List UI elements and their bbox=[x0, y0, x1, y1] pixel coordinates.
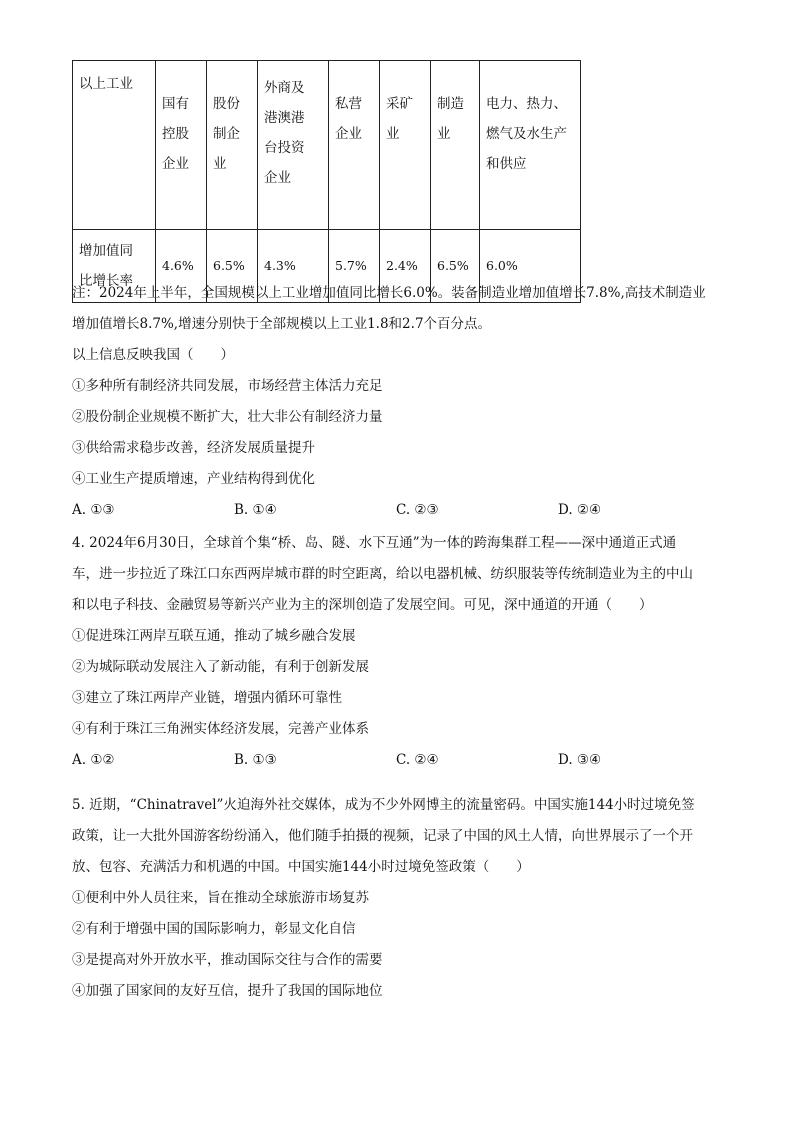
statement: ④有利于珠江三角洲实体经济发展，完善产业体系 bbox=[72, 721, 369, 737]
statement: ③是提高对外开放水平，推动国际交往与合作的需要 bbox=[72, 952, 383, 968]
statement: ②有利于增强中国的国际影响力，彰显文化自信 bbox=[72, 921, 356, 937]
row-label-line: 比增长率 bbox=[79, 273, 133, 289]
note-line: 增加值增长8.7%,增速分别快于全部规模以上工业1.8和2.7个百分点。 bbox=[72, 316, 492, 332]
question-3-options bbox=[72, 502, 732, 522]
table-cell: 5.7% bbox=[329, 230, 380, 303]
question-stem-line: 政策，让一大批外国游客纷纷涌入，他们随手拍摄的视频，记录了中国的风土人情，向世界展示了一个开 bbox=[72, 828, 693, 844]
header-line: 制企 bbox=[213, 126, 240, 142]
table-cell: 6.5% bbox=[431, 230, 480, 303]
option-c[interactable]: C. ②③ bbox=[396, 502, 439, 518]
option-d[interactable]: D. ②④ bbox=[558, 502, 602, 518]
header-line: 台投资 bbox=[264, 140, 305, 156]
industry-growth-table bbox=[72, 60, 581, 303]
table-header-cell bbox=[480, 61, 581, 230]
table-cell: 4.6% bbox=[156, 230, 207, 303]
option-d[interactable]: D. ③④ bbox=[558, 752, 602, 768]
statement: ②股份制企业规模不断扩大，壮大非公有制经济力量 bbox=[72, 409, 383, 425]
question-stem-line: 放、包容、充满活力和机遇的中国。中国实施144小时过境免签政策（ ） bbox=[72, 859, 530, 875]
question-3 bbox=[72, 340, 732, 495]
header-line: 业 bbox=[386, 126, 400, 142]
header-line: 制造 bbox=[437, 96, 464, 112]
option-c[interactable]: C. ②④ bbox=[396, 752, 439, 768]
header-line: 燃气及水生产 bbox=[486, 126, 567, 142]
header-line: 国有 bbox=[162, 96, 189, 112]
header-line: 业 bbox=[213, 156, 227, 172]
table-cell: 4.3% bbox=[258, 230, 329, 303]
table-header-cell bbox=[73, 61, 156, 230]
question-5 bbox=[72, 790, 732, 1007]
table-cell: 2.4% bbox=[380, 230, 431, 303]
question-stem-line: 5. 近期，“Chinatravel”火迫海外社交媒体，成为不少外网博主的流量密码。中国实施144小时过境免签 bbox=[72, 797, 695, 813]
header-line: 以上工业 bbox=[79, 76, 133, 92]
option-b[interactable]: B. ①④ bbox=[234, 502, 277, 518]
table-header-row bbox=[73, 61, 581, 230]
header-line: 企业 bbox=[335, 126, 362, 142]
statement: ①便利中外人员往来，旨在推动全球旅游市场复苏 bbox=[72, 890, 369, 906]
statement: ③供给需求稳步改善，经济发展质量提升 bbox=[72, 440, 315, 456]
row-label-line: 增加值同 bbox=[79, 243, 133, 259]
table-cell: 6.5% bbox=[207, 230, 258, 303]
table-note bbox=[72, 278, 732, 340]
header-line: 股份 bbox=[213, 96, 240, 112]
statement: ①多种所有制经济共同发展，市场经营主体活力充足 bbox=[72, 378, 383, 394]
table-header-cell bbox=[207, 61, 258, 230]
header-line: 控股 bbox=[162, 126, 189, 142]
header-line: 和供应 bbox=[486, 156, 527, 172]
question-stem-line: 和以电子科技、金融贸易等新兴产业为主的深圳创造了发展空间。可见，深中通道的开通（ ） bbox=[72, 597, 653, 613]
note-line: 注：2024年上半年，全国规模以上工业增加值同比增长6.0%。装备制造业增加值增长7.8%,高技术制造业 bbox=[72, 285, 706, 301]
table-header-cell bbox=[258, 61, 329, 230]
header-line: 采矿 bbox=[386, 96, 413, 112]
header-line: 电力、热力、 bbox=[486, 96, 567, 112]
header-line: 外商及 bbox=[264, 80, 305, 96]
question-stem: 以上信息反映我国（ ） bbox=[72, 347, 234, 363]
header-line: 企业 bbox=[264, 170, 291, 186]
table-header-cell bbox=[156, 61, 207, 230]
table-header-cell bbox=[380, 61, 431, 230]
option-a[interactable]: A. ①② bbox=[72, 752, 115, 768]
option-b[interactable]: B. ①③ bbox=[234, 752, 277, 768]
statement: ①促进珠江两岸互联互通，推动了城乡融合发展 bbox=[72, 628, 356, 644]
header-line: 港澳港 bbox=[264, 110, 305, 126]
question-4 bbox=[72, 528, 732, 745]
header-line: 私营 bbox=[335, 96, 362, 112]
question-stem-line: 4. 2024年6月30日，全球首个集“桥、岛、隧、水下互通”为一体的跨海集群工程——深中通道正式通 bbox=[72, 535, 677, 551]
table-header-cell bbox=[431, 61, 480, 230]
table-cell: 6.0% bbox=[480, 230, 581, 303]
statement: ④工业生产提质增速，产业结构得到优化 bbox=[72, 471, 315, 487]
statement: ④加强了国家间的友好互信，提升了我国的国际地位 bbox=[72, 983, 383, 999]
question-stem-line: 车，进一步拉近了珠江口东西两岸城市群的时空距离，给以电器机械、纺织服装等传统制造业为主的中山 bbox=[72, 566, 693, 582]
statement: ②为城际联动发展注入了新动能，有利于创新发展 bbox=[72, 659, 369, 675]
header-line: 业 bbox=[437, 126, 451, 142]
table-header-cell bbox=[329, 61, 380, 230]
statement: ③建立了珠江两岸产业链，增强内循环可靠性 bbox=[72, 690, 342, 706]
option-a[interactable]: A. ①③ bbox=[72, 502, 115, 518]
header-line: 企业 bbox=[162, 156, 189, 172]
question-4-options bbox=[72, 752, 732, 772]
